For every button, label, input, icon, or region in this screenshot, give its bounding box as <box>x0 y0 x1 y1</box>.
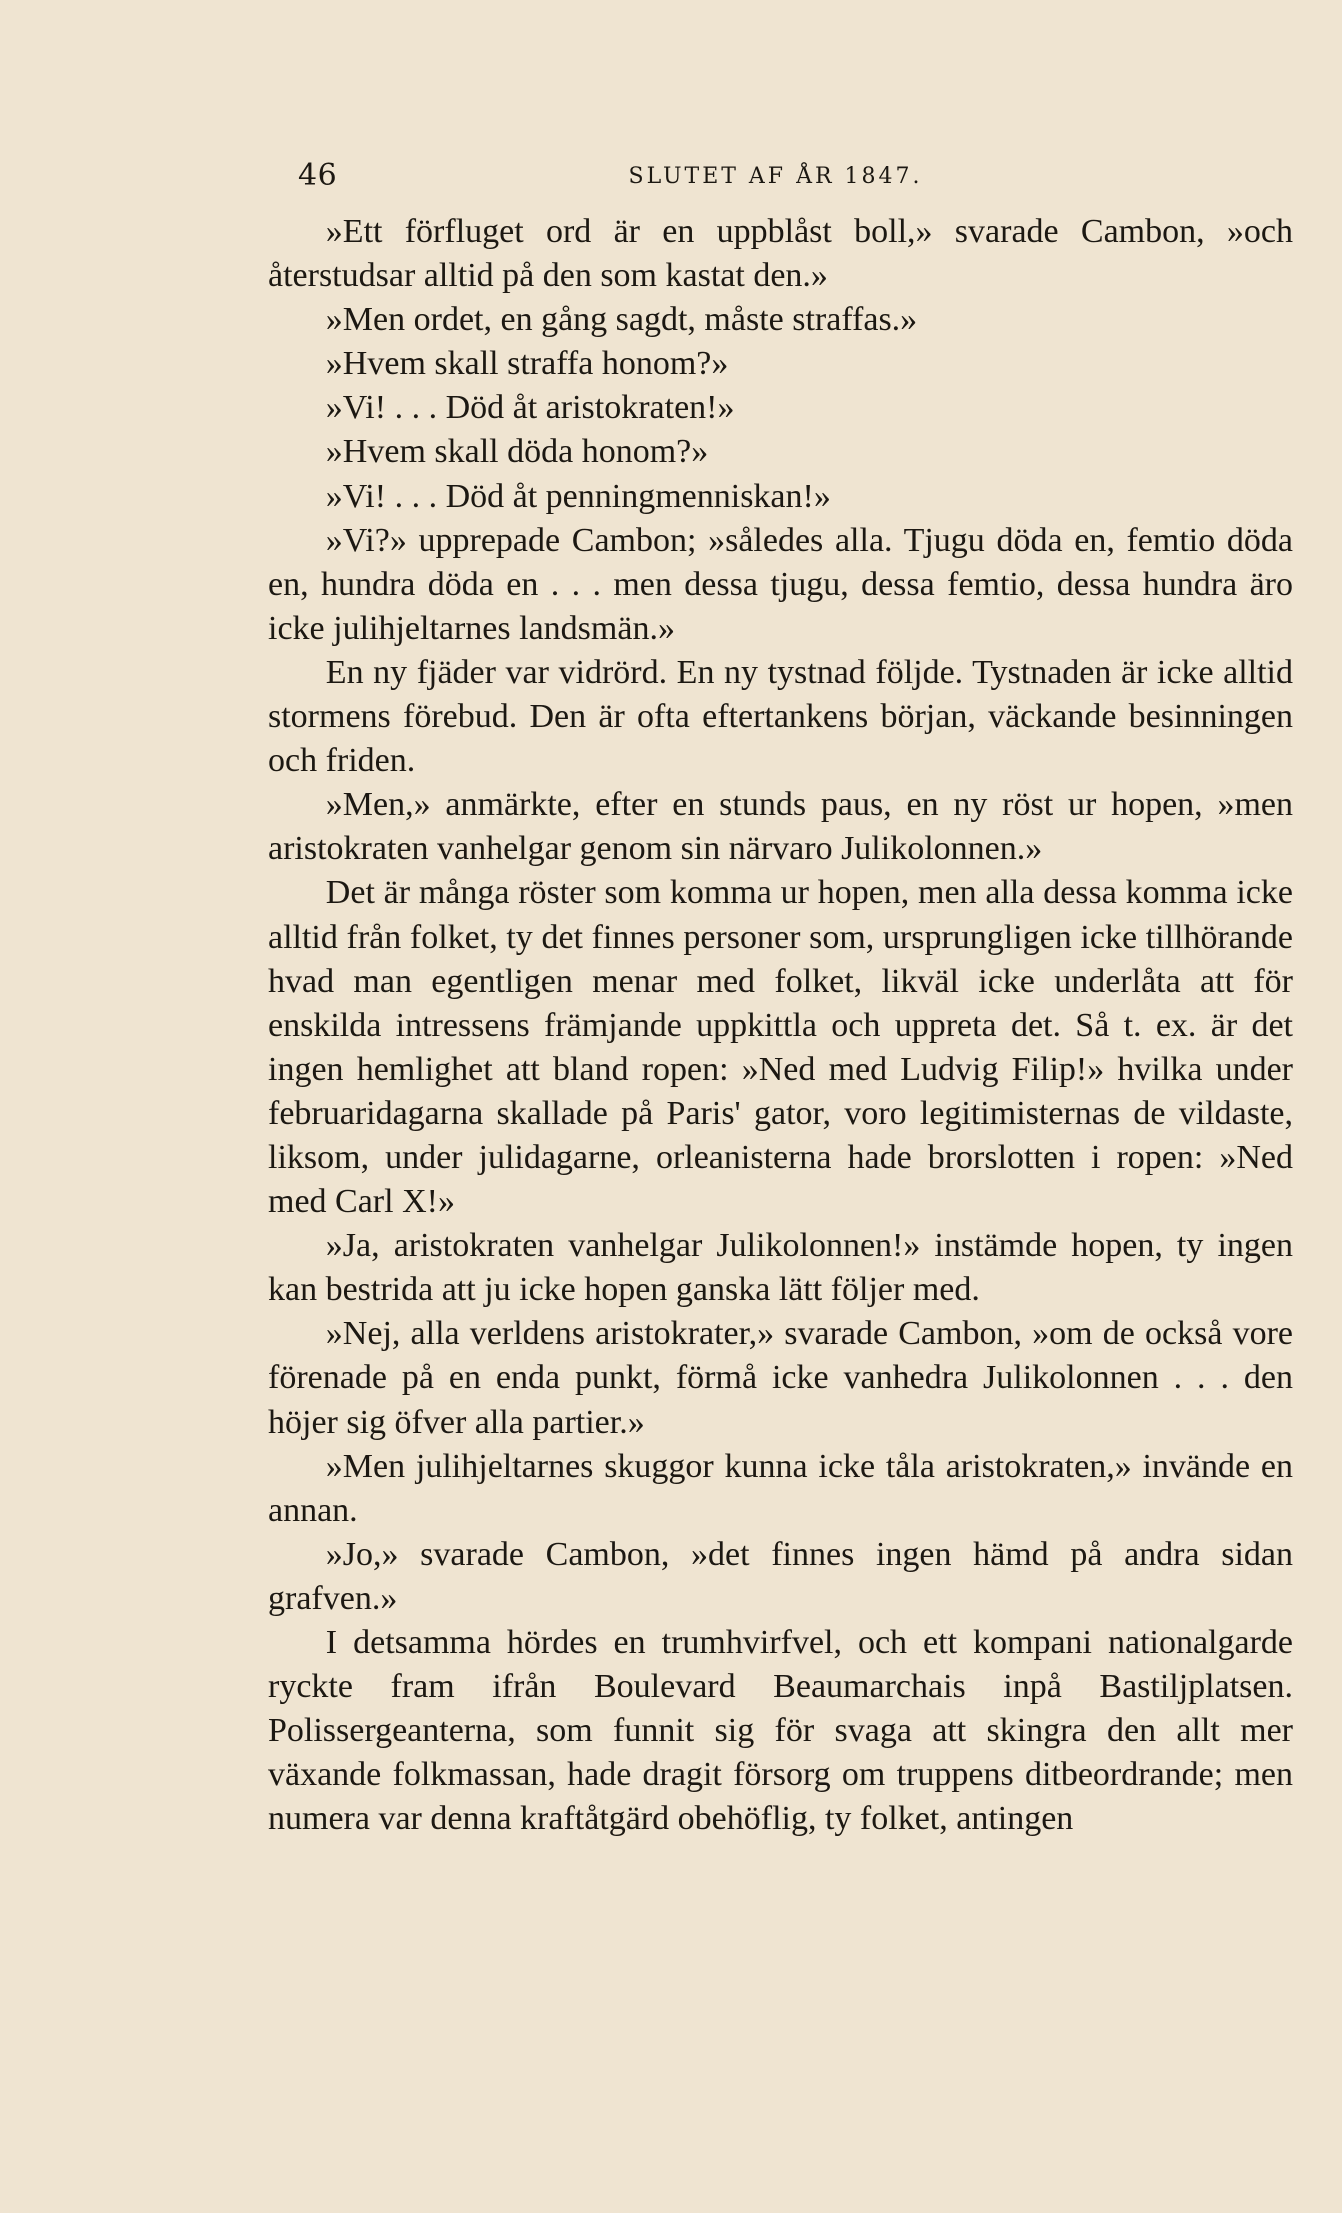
paragraph-6: »Vi! . . . Död åt penningmenniskan!» <box>325 477 831 515</box>
paragraph-5: »Hvem skall döda honom?» <box>325 433 709 471</box>
running-head: SLUTET AF ÅR 1847. <box>628 164 923 189</box>
paragraph-14: »Jo,» svarade Cambon, »det finnes ingen hämd på andra sidan grafven.» <box>268 1535 1293 1617</box>
paragraph-15: I detsamma hördes en trumhvirfvel, och ett kompani nationalgarde ryckte fram ifrån Boulevard Beaumarchais inpå Bastiljplatsen. Polissergeanterna, som funnit sig för svaga att skingra den allt mer växande folkmassan, hade dragit försorg om truppens ditbeordrande; men numera var denna kraftåtgärd obehöflig, ty folket, antingen <box>268 1624 1293 1838</box>
page-number: 46 <box>298 158 338 193</box>
paragraph-7: »Vi?» upprepade Cambon; »således alla. Tjugu döda en, femtio döda en, hundra döda en . . . men dessa tjugu, dessa femtio, dessa hundra äro icke julihjeltarnes landsmän.» <box>268 521 1293 647</box>
paragraph-13: »Men julihjeltarnes skuggor kunna icke tåla aristokraten,» invände en annan. <box>268 1447 1293 1529</box>
paragraph-12: »Nej, alla verldens aristokrater,» svarade Cambon, »om de också vore förenade på en enda punkt, förmå icke vanhedra Julikolonnen . . . den höjer sig öfver alla partier.» <box>268 1315 1293 1441</box>
paragraph-8: En ny fjäder var vidrörd. En ny tystnad följde. Tystnaden är icke alltid stormens förebud. Den är ofta eftertankens början, väckande besinningen och friden. <box>268 653 1293 780</box>
page-header <box>268 148 1283 208</box>
body-text <box>268 210 1293 1841</box>
paragraph-9: »Men,» anmärkte, efter en stunds paus, en ny röst ur hopen, »men aristokraten vanhelgar genom sin närvaro Julikolonnen.» <box>268 786 1293 868</box>
paragraph-10: Det är många röster som komma ur hopen, men alla dessa komma icke alltid från folket, ty det finnes personer som, ursprungligen icke tillhörande hvad man egentligen menar med folket, likväl icke underlåta att för enskilda intressens främjande uppkittla och uppreta det. Så t. ex. är det ingen hemlighet att bland ropen: »Ned med Ludvig Filip!» hvilka under februaridagarna skallade på Paris' gator, voro legitimisternas de vildaste, liksom, under julidagarne, orleanisterna hade brorslotten i ropen: »Ned med Carl X!» <box>268 874 1293 1221</box>
paragraph-1: »Ett förfluget ord är en uppblåst boll,» svarade Cambon, »och återstudsar alltid på den som kastat den.» <box>268 213 1293 295</box>
paragraph-11: »Ja, aristokraten vanhelgar Julikolonnen!» instämde hopen, ty ingen kan bestrida att ju icke hopen ganska lätt följer med. <box>268 1227 1293 1309</box>
paragraph-4: »Vi! . . . Död åt aristokraten!» <box>325 389 735 427</box>
paragraph-3: »Hvem skall straffa honom?» <box>325 345 729 383</box>
paragraph-2: »Men ordet, en gång sagdt, måste straffas.» <box>325 301 918 339</box>
